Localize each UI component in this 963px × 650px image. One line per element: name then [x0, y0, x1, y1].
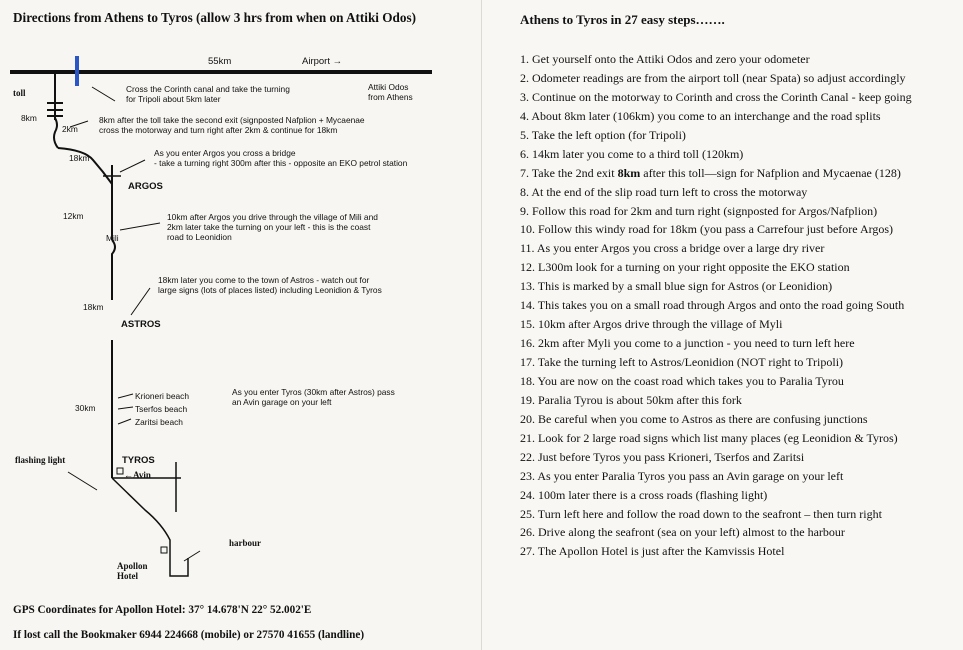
step-item: 25. Turn left here and follow the road down to the seafront – then turn right — [520, 506, 882, 521]
left-title: Directions from Athens to Tyros (allow 3 hrs from when on Attiki Odos) — [13, 10, 416, 25]
town-astros: ASTROS — [121, 319, 161, 330]
step-item: 10. Follow this windy road for 18km (you pass a Carrefour just before Argos) — [520, 222, 894, 237]
pointer-flashing-light — [68, 472, 97, 490]
step-item: 22. Just before Tyros you pass Krioneri, Tserfos and Zaritsi — [520, 449, 805, 464]
step-item: 24. 100m later there is a cross roads (flashing light) — [520, 487, 768, 502]
pointer-krioneri — [118, 394, 133, 398]
airport-label: Airport → — [302, 56, 343, 67]
step-item: 2. Odometer readings are from the airport toll (near Spata) so adjust accordingly — [520, 70, 906, 85]
step-item: 26. Drive along the seafront (sea on your left) almost to the harbour — [520, 525, 845, 540]
beach-krioneri: Krioneri beach — [135, 391, 190, 401]
step-item: 5. Take the left option (for Tripoli) — [520, 127, 686, 142]
avin-garage-marker — [117, 468, 123, 474]
step-item: 15. 10km after Argos drive through the village of Myli — [520, 317, 783, 332]
step-item: 1. Get yourself onto the Attiki Odos and zero your odometer — [520, 52, 810, 66]
step-item: 17. Take the turning left to Astros/Leonidion (NOT right to Tripoli) — [520, 355, 844, 369]
beach-tserfos: Tserfos beach — [135, 404, 188, 414]
corinth-note: Cross the Corinth canal and take the turning for Tripoli about 5km later — [126, 84, 290, 104]
toll-note: 8km after the toll take the second exit (signposted Nafplion + Mycaenae cross the motorway and turn right after 2km & continue for 18km — [99, 115, 365, 135]
pointer-zaritsi — [118, 419, 131, 424]
step-item: 20. Be careful when you come to Astros as there are confusing junctions — [520, 411, 868, 426]
astros-note: 18km later you come to the town of Astros - watch out for large signs (lots of places listed) including Leonidion & Tyros — [158, 275, 382, 295]
step-item: 6. 14km later you come to a third toll (120km) — [520, 146, 744, 161]
step-item: 4. About 8km later (106km) you come to an interchange and the road splits — [520, 108, 881, 123]
road-segment-toll — [54, 118, 58, 148]
step-item: 12. L300m look for a turning on your right opposite the EKO station — [520, 260, 850, 275]
distance-8km: 8km — [21, 113, 37, 123]
pointer-tserfos — [118, 407, 133, 409]
step-item: 8. At the end of the slip road turn left to cross the motorway — [520, 184, 808, 199]
step-item: 7. Take the 2nd exit 8km after this toll—sign for Nafplion and Mycaenae (128) — [520, 165, 901, 180]
flashing-light-label: flashing light — [15, 455, 66, 465]
steps-list — [520, 50, 912, 561]
mili-note: 10km after Argos you drive through the village of Mili and 2km later take the turning on your left - this is the coast road to Leonidion — [167, 212, 378, 242]
distance-30km: 30km — [75, 403, 96, 413]
distance-55km: 55km — [208, 56, 232, 67]
apollon-hotel-marker — [161, 547, 167, 553]
step-item: 21. Look for 2 large road signs which list many places (eg Leonidion & Tyros) — [520, 430, 898, 445]
road-segment-mili — [112, 240, 115, 262]
distance-18km-a: 18km — [69, 153, 90, 163]
pointer-harbour — [184, 551, 200, 561]
step-item: 19. Paralia Tyrou is about 50km after this fork — [520, 392, 742, 407]
step-item: 16. 2km after Myli you come to a junction - you need to turn left here — [520, 336, 855, 351]
step-item: 13. This is marked by a small blue sign for Astros (or Leonidion) — [520, 279, 833, 294]
tyros-note: As you enter Tyros (30km after Astros) pass an Avin garage on your left — [232, 387, 395, 407]
apollon-hotel-label: Apollon Hotel — [117, 561, 148, 581]
pointer-astros — [131, 288, 150, 315]
toll-label: toll — [13, 88, 26, 98]
pointer-mili — [120, 223, 160, 230]
step-item: 11. As you enter Argos you cross a bridge over a large dry river — [520, 241, 825, 256]
avin-label: ←Avin — [124, 470, 151, 480]
harbour-label: harbour — [229, 538, 262, 548]
town-argos: ARGOS — [128, 181, 163, 192]
distance-2km: 2km — [62, 124, 78, 134]
distance-12km: 12km — [63, 211, 84, 221]
step-item: 14. This takes you on a small road through Argos and onto the road going South — [520, 298, 905, 313]
step-item: 3. Continue on the motorway to Corinth and cross the Corinth Canal - keep going — [520, 89, 912, 104]
town-tyros: TYROS — [122, 455, 155, 466]
step-item: 18. You are now on the coast road which takes you to Paralia Tyrou — [520, 373, 844, 388]
pointer-argos — [120, 160, 145, 172]
right-title: Athens to Tyros in 27 easy steps……. — [520, 12, 725, 27]
lost-contact: If lost call the Bookmaker 6944 224668 (mobile) or 27570 41655 (landline) — [13, 629, 365, 641]
pointer-corinth — [92, 87, 115, 101]
step-item: 9. Follow this road for 2km and turn right (signposted for Argos/Nafplion) — [520, 203, 878, 218]
attiki-odos-label: Attiki Odos from Athens — [368, 82, 413, 102]
beach-zaritsi: Zaritsi beach — [135, 417, 183, 427]
step-item: 27. The Apollon Hotel is just after the Kamvissis Hotel — [520, 544, 785, 559]
argos-note: As you enter Argos you cross a bridge - take a turning right 300m after this - opposite an EKO petrol station — [154, 148, 408, 168]
village-mili: Mili — [106, 233, 119, 243]
distance-18km-b: 18km — [83, 302, 104, 312]
step-item: 23. As you enter Paralia Tyros you pass an Avin garage on your left — [520, 468, 844, 483]
gps-coordinates: GPS Coordinates for Apollon Hotel: 37° 14.678'N 22° 52.002'E — [13, 604, 312, 616]
